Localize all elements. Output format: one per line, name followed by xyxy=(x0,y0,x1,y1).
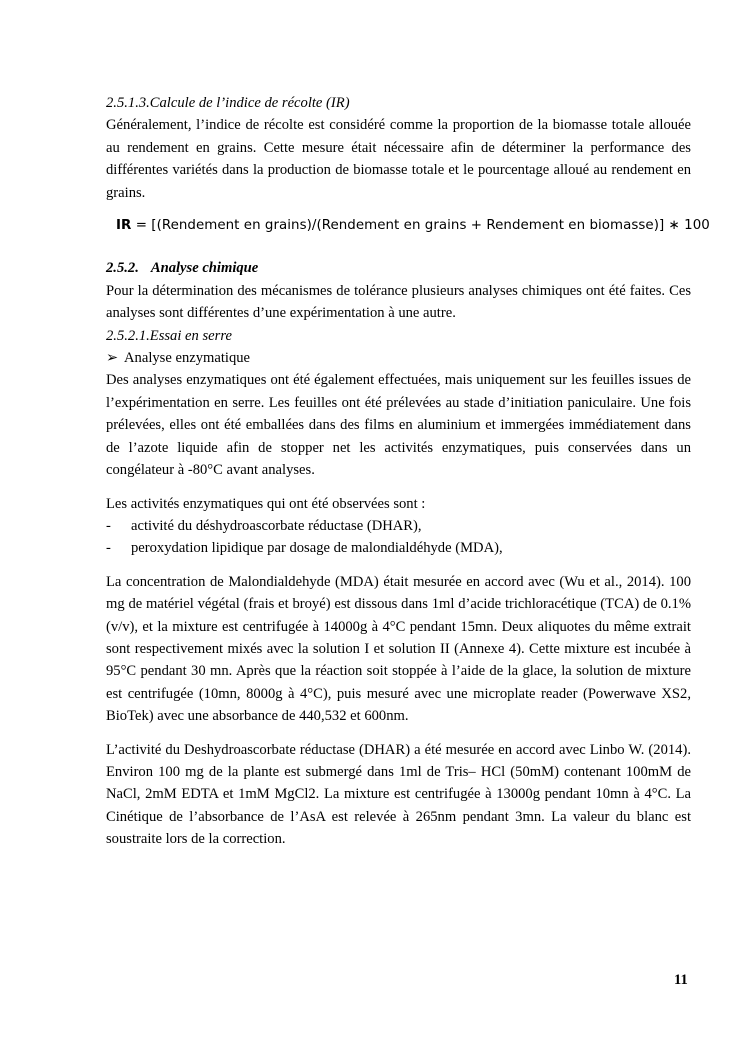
paragraph-mda: La concentration de Malondialdehyde (MDA) était mesurée en accord avec (Wu et al., 2014). 100 mg de matériel végétal (frais et broyé) est dissous dans 1ml d’acide trichloracétique (TCA) de 0.1% (v/v), et la mixture est centrifugée à 14000g à 4°C pendant 15mn. Deux aliquotes du même extrait sont respectivement mixés avec la solution I et solution II (Annexe 4). Cette mixture est incubée à 95°C pendant 30 mn. Après que la réaction soit stoppée à l’aide de la glace, la solution de mixture est centrifugée (10mn, 8000g à 4°C), puis mesuré avec une microplate reader (Powerwave XS2, BioTek) avec une absorbance de 440,532 et 600nm. xyxy=(106,573,691,725)
list-item xyxy=(106,537,691,559)
heading-2-5-2-1: 2.5.2.1.Essai en serre xyxy=(106,327,232,344)
formula-lhs: IR xyxy=(116,218,132,234)
dash-bullet: - xyxy=(106,540,111,557)
paragraph-dhar: L’activité du Deshydroascorbate réductase (DHAR) a été mesurée en accord avec Linbo W. (2014). Environ 100 mg de la plante est submergé dans 1ml de Tris– HCl (50mM) contenant 100mM de NaCl, 2mM EDTA et 1mM MgCl2. La mixture est centrifugée à 13000g pendant 10mn à 4°C. La Cinétique de l’absorbance de l’AsA est relevée à 265nm pendant 3mn. La valeur du blanc est soustraite lors de la correction. xyxy=(106,741,691,848)
paragraph-harvest-index: Généralement, l’indice de récolte est considéré comme la proportion de la biomasse totale allouée au rendement en grains. Cette mesure était nécessaire afin de déterminer la performance des différentes variétés dans la production de biomasse totale et le pourcentage alloué au rendement en grains. xyxy=(106,117,691,201)
page-number: 11 xyxy=(674,972,688,988)
heading-2-5-2-title: Analyse chimique xyxy=(150,260,259,277)
list-item-text: peroxydation lipidique par dosage de malondialdéhyde (MDA), xyxy=(131,540,503,557)
document-page xyxy=(106,92,710,851)
heading-2-5-2 xyxy=(106,257,691,279)
enzymatic-activities-list xyxy=(106,515,691,560)
bullet-enzymatic-analysis-label: Analyse enzymatique xyxy=(124,350,251,367)
bullet-enzymatic-analysis xyxy=(106,347,691,369)
heading-2-5-1-3: 2.5.1.3.Calcule de l’indice de récolte (IR) xyxy=(106,95,350,111)
list-item-text: activité du déshydroascorbate réductase (DHAR), xyxy=(131,517,422,534)
arrow-bullet-icon: ➢ xyxy=(106,350,119,367)
list-item xyxy=(106,515,691,537)
paragraph-enzymatic-analysis: Des analyses enzymatiques ont été également effectuées, mais uniquement sur les feuilles issues de l’expérimentation en serre. Les feuilles ont été prélevées au stade d’initiation paniculaire. Une fois prélevées, elles ont été emballées dans des films en aluminium et immergées immédiatement dans de l’azote liquide afin de stopper net les activités enzymatiques, puis conservées dans un congélateur à -80°C avant analyses. xyxy=(106,372,691,479)
heading-2-5-2-number: 2.5.2. xyxy=(106,260,139,277)
harvest-index-formula xyxy=(116,215,710,237)
dash-bullet: - xyxy=(106,517,111,534)
paragraph-chemical-analysis: Pour la détermination des mécanismes de tolérance plusieurs analyses chimiques ont été faites. Ces analyses sont différentes d’une expérimentation à une autre. xyxy=(106,282,691,322)
formula-rhs: = [(Rendement en grains)/(Rendement en grains + Rendement en biomasse)] ∗ 100 xyxy=(131,218,710,234)
list-intro: Les activités enzymatiques qui ont été observées sont : xyxy=(106,495,426,512)
